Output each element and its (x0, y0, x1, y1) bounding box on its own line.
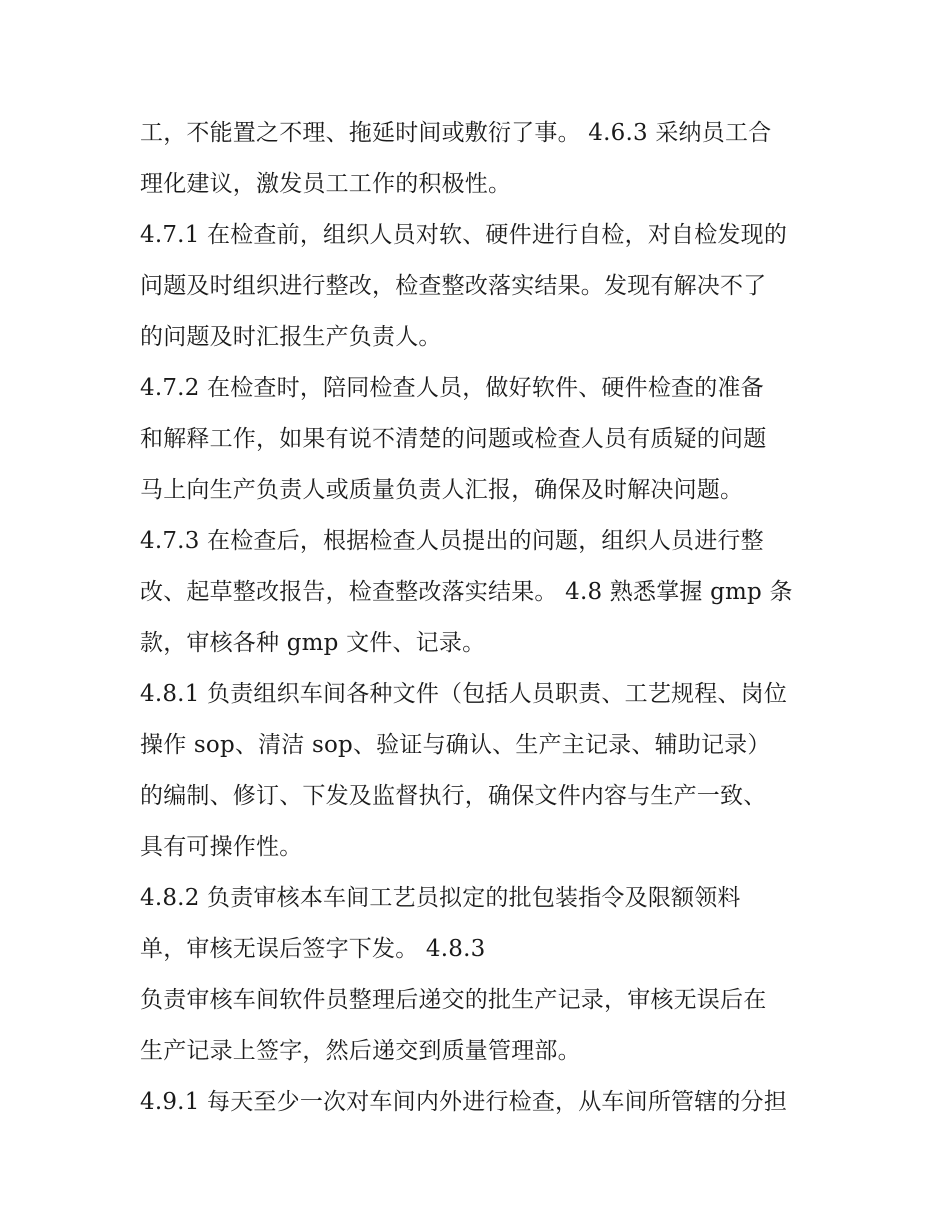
document-body (140, 108, 820, 1128)
text-line: 马上向生产负责人或质量负责人汇报，确保及时解决问题。 (140, 477, 744, 503)
text-line: 4.7.2 在检查时，陪同检查人员，做好软件、硬件检查的准备 (140, 375, 764, 401)
text-line: 4.9.1 每天至少一次对车间内外进行检查，从车间所管辖的分担 (140, 1089, 788, 1115)
text-line: 操作 sop、清洁 sop、验证与确认、生产主记录、辅助记录） (140, 732, 771, 758)
text-line: 4.8.2 负责审核本车间工艺员拟定的批包装指令及限额领料 (140, 885, 741, 911)
text-line: 和解释工作，如果有说不清楚的问题或检查人员有质疑的问题 (140, 426, 767, 452)
text-line: 工，不能置之不理、拖延时间或敷衍了事。 4.6.3 采纳员工合 (140, 120, 772, 146)
text-line: 4.8.1 负责组织车间各种文件（包括人员职责、工艺规程、岗位 (140, 681, 788, 707)
text-line: 4.7.1 在检查前，组织人员对软、硬件进行自检，对自检发现的 (140, 222, 788, 248)
text-line: 问题及时组织进行整改，检查整改落实结果。发现有解决不了 (140, 273, 767, 299)
text-line: 具有可操作性。 (140, 834, 303, 860)
text-line: 理化建议，激发员工工作的积极性。 (140, 171, 512, 197)
text-line: 改、起草整改报告，检查整改落实结果。 4.8 熟悉掌握 gmp 条 (140, 579, 793, 605)
text-line: 的问题及时汇报生产负责人。 (140, 324, 442, 350)
text-line: 单，审核无误后签字下发。 4.8.3 (140, 936, 486, 962)
text-line: 负责审核车间软件员整理后递交的批生产记录，审核无误后在 (140, 987, 767, 1013)
text-line: 4.7.3 在检查后，根据检查人员提出的问题，组织人员进行整 (140, 528, 764, 554)
text-line: 的编制、修订、下发及监督执行，确保文件内容与生产一致、 (140, 783, 767, 809)
text-line: 生产记录上签字，然后递交到质量管理部。 (140, 1038, 581, 1064)
text-line: 款，审核各种 gmp 文件、记录。 (140, 630, 486, 656)
